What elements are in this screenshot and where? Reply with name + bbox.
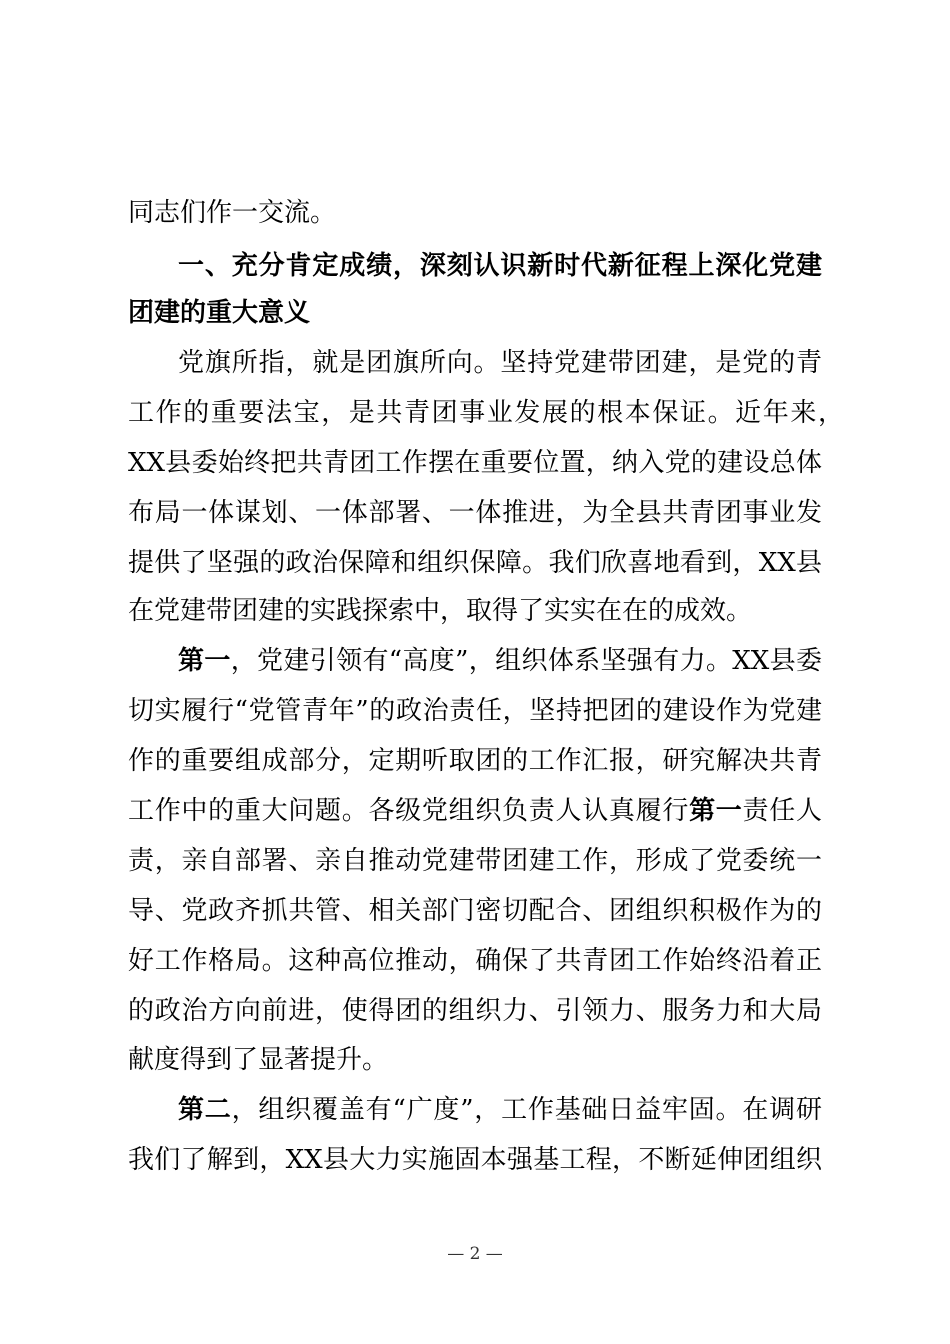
text-segment: 布局一体谋划、一体部署、一体推进，为全县共青团事业发 [128,498,822,528]
text-line [128,943,822,979]
text-segment: 导、党政齐抓共管、相关部门密切配合、团组织积极作为的 [128,896,822,926]
text-line [128,993,822,1029]
text-segment: 我们了解到，XX县大力实施固本强基工程，不断延伸团组织 [128,1145,822,1175]
text-line [128,793,822,829]
text-line [128,545,822,581]
text-line [128,1142,822,1178]
page-number: — 2 — [447,1244,503,1264]
text-segment: 切实履行“党管青年”的政治责任，坚持把团的建设作为党建 [128,696,822,726]
text-line [128,593,822,629]
text-segment: 工作中的重大问题。各级党组织负责人认真履行 [128,796,690,826]
bold-text: 一、充分肯定成绩，深刻认识新时代新征程上深化党建 [178,251,822,281]
text-segment: 的政治方向前进，使得团的组织力、引领力、服务力和大局 [128,996,822,1026]
text-line [128,693,822,729]
text-line [178,345,822,381]
text-line [128,893,822,929]
text-line [128,195,822,231]
text-line [128,743,822,779]
text-segment: 作的重要组成部分，定期听取团的工作汇报，研究解决共青 [128,746,822,776]
text-segment: 责任人 [742,796,822,826]
text-line [178,643,822,679]
bold-text: 第一 [689,796,743,826]
text-segment: 献度得到了显著提升。 [128,1045,389,1075]
text-line [128,395,844,431]
text-segment: 在党建带团建的实践探索中，取得了实实在在的成效。 [128,596,753,626]
text-segment: 党旗所指，就是团旗所向。坚持党建带团建，是党的青 [178,348,822,378]
bold-text: 第二 [178,1095,232,1125]
text-segment: 工作的重要法宝，是共青团事业发展的根本保证。近年来， [128,398,844,428]
text-segment: XX县委始终把共青团工作摆在重要位置，纳入党的建设总体 [128,448,822,478]
text-line [178,1092,822,1128]
bold-text: 团建的重大意义 [128,298,311,328]
text-segment: 同志们作一交流。 [128,198,337,228]
bold-text: 第一 [178,646,231,676]
text-line [128,1042,822,1078]
text-segment: 提供了坚强的政治保障和组织保障。我们欣喜地看到，XX县 [128,548,822,578]
text-segment: ，组织覆盖有“广度”，工作基础日益牢固。在调研 [231,1095,822,1125]
text-line [128,445,822,481]
text-line [128,843,822,879]
text-segment: 好工作格局。这种高位推动，确保了共青团工作始终沿着正 [128,946,822,976]
text-segment: 责，亲自部署、亲自推动党建带团建工作，形成了党委统一 [128,846,822,876]
section-heading-line [128,295,822,331]
section-heading-line [178,248,822,284]
text-line [128,495,822,531]
text-segment: ，党建引领有“高度”，组织体系坚强有力。XX县委 [230,646,822,676]
